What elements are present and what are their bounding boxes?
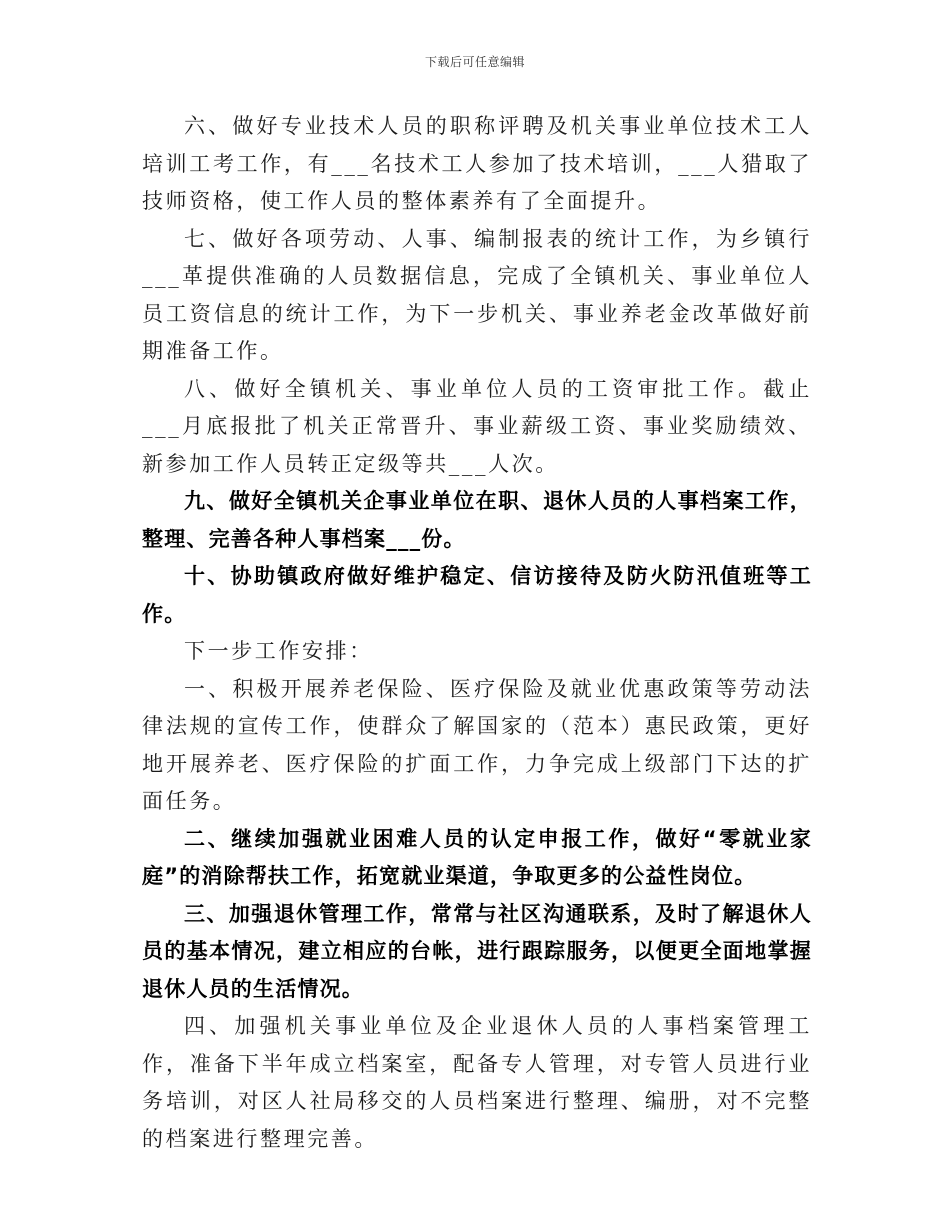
paragraph-7: 七、做好各项劳动、人事、编制报表的统计工作，为乡镇行___革提供准确的人员数据信息，完成了全镇机关、事业单位人员工资信息的统计工作，为下一步机关、事业养老金改革做好前期准备工作。 bbox=[142, 226, 812, 363]
section-heading-next-steps: 下一步工作安排： bbox=[184, 639, 373, 663]
paragraph-10: 十、协助镇政府做好维护稳定、信访接待及防火防汛值班等工作。 bbox=[142, 564, 812, 626]
paragraph-8: 八、做好全镇机关、事业单位人员的工资审批工作。截止___月底报批了机关正常晋升、事业薪级工资、事业奖励绩效、新参加工作人员转正定级等共___人次。 bbox=[142, 376, 812, 476]
plan-item-3: 三、加强退休管理工作，常常与社区沟通联系，及时了解退休人员的基本情况，建立相应的台帐，进行跟踪服务，以便更全面地掌握退休人员的生活情况。 bbox=[142, 901, 812, 1001]
plan-item-1: 一、积极开展养老保险、医疗保险及就业优惠政策等劳动法律法规的宣传工作，使群众了解国家的（范本）惠民政策，更好地开展养老、医疗保险的扩面工作，力争完成上级部门下达的扩面任务。 bbox=[142, 676, 812, 813]
plan-item-4: 四、加强机关事业单位及企业退休人员的人事档案管理工作，准备下半年成立档案室，配备专人管理，对专管人员进行业务培训，对区人社局移交的人员档案进行整理、编册，对不完整的档案进行整理完善。 bbox=[142, 1014, 812, 1151]
page-header: 下载后可任意编辑 bbox=[424, 55, 525, 69]
document-body bbox=[142, 108, 812, 1158]
plan-item-2: 二、继续加强就业困难人员的认定申报工作，做好“零就业家庭”的消除帮扶工作，拓宽就业渠道，争取更多的公益性岗位。 bbox=[142, 826, 812, 888]
paragraph-9: 九、做好全镇机关企事业单位在职、退休人员的人事档案工作，整理、完善各种人事档案___份。 bbox=[142, 489, 812, 551]
paragraph-6: 六、做好专业技术人员的职称评聘及机关事业单位技术工人培训工考工作，有___名技术工人参加了技术培训，___人猎取了技师资格，使工作人员的整体素养有了全面提升。 bbox=[142, 114, 812, 213]
